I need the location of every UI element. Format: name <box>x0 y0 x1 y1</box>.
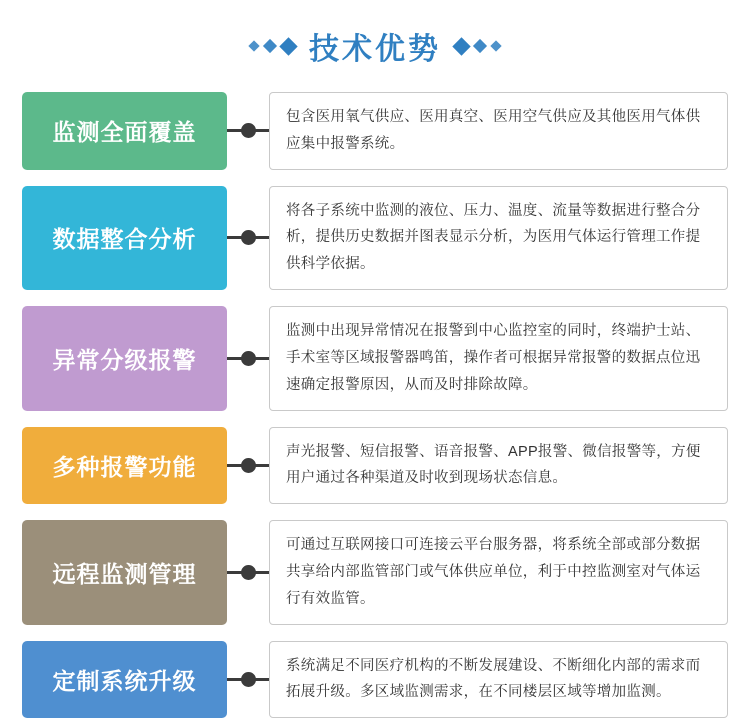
advantage-label: 定制系统升级 <box>22 641 227 718</box>
diamond-icon <box>263 39 277 53</box>
page-header <box>0 0 750 92</box>
connector-dot-icon <box>241 458 256 473</box>
advantage-description-box <box>269 306 728 410</box>
advantage-description: 包含医用氧气供应、医用真空、医用空气供应及其他医用气体供应集中报警系统。 <box>286 109 701 152</box>
connector <box>227 427 269 505</box>
connector <box>227 641 269 718</box>
advantage-description-box <box>269 186 728 290</box>
advantage-description-box <box>269 92 728 170</box>
diamond-icon <box>490 40 501 51</box>
connector <box>227 92 269 170</box>
advantage-description: 将各子系统中监测的液位、压力、温度、流量等数据进行整合分析，提供历史数据并图表显示分析，为医用气体运行管理工作提供科学依据。 <box>286 202 701 273</box>
advantage-label: 监测全面覆盖 <box>22 92 227 170</box>
connector-dot-icon <box>241 672 256 687</box>
connector-dot-icon <box>241 230 256 245</box>
connector-dot-icon <box>241 351 256 366</box>
connector-dot-icon <box>241 123 256 138</box>
advantage-description: 可通过互联网接口可连接云平台服务器，将系统全部或部分数据共享给内部监管部门或气体供应单位，利于中控监测室对气体运行有效监管。 <box>286 537 701 607</box>
advantage-description-box <box>269 427 728 505</box>
list-item <box>22 427 728 505</box>
connector-dot-icon <box>241 565 256 580</box>
advantage-label: 远程监测管理 <box>22 520 227 624</box>
list-item <box>22 92 728 170</box>
page-title: 技术优势 <box>309 33 441 66</box>
advantage-label: 异常分级报警 <box>22 306 227 410</box>
advantage-description: 声光报警、短信报警、语音报警、APP报警、微信报警等，方便用户通过各种渠道及时收到现场状态信息。 <box>286 443 701 487</box>
diamond-icon <box>473 39 487 53</box>
diamond-icon <box>248 40 259 51</box>
advantage-label: 多种报警功能 <box>22 427 227 505</box>
connector <box>227 520 269 624</box>
connector <box>227 306 269 410</box>
header-diamonds-left <box>250 40 295 53</box>
advantage-description: 监测中出现异常情况在报警到中心监控室的同时，终端护士站、手术室等区域报警器鸣笛，操作者可根据异常报警的数据点位迅速确定报警原因，从而及时排除故障。 <box>286 323 701 393</box>
list-item <box>22 186 728 290</box>
list-item <box>22 306 728 410</box>
advantage-label: 数据整合分析 <box>22 186 227 290</box>
advantage-description-box <box>269 641 728 718</box>
advantage-description: 系统满足不同医疗机构的不断发展建设、不断细化内部的需求而拓展升级。多区域监测需求，在不同楼层区域等增加监测。 <box>286 657 701 701</box>
header-diamonds-right <box>455 40 500 53</box>
diamond-icon <box>279 37 297 55</box>
list-item <box>22 641 728 718</box>
connector <box>227 186 269 290</box>
diamond-icon <box>452 37 470 55</box>
list-item <box>22 520 728 624</box>
advantages-list <box>0 92 750 718</box>
advantage-description-box <box>269 520 728 624</box>
